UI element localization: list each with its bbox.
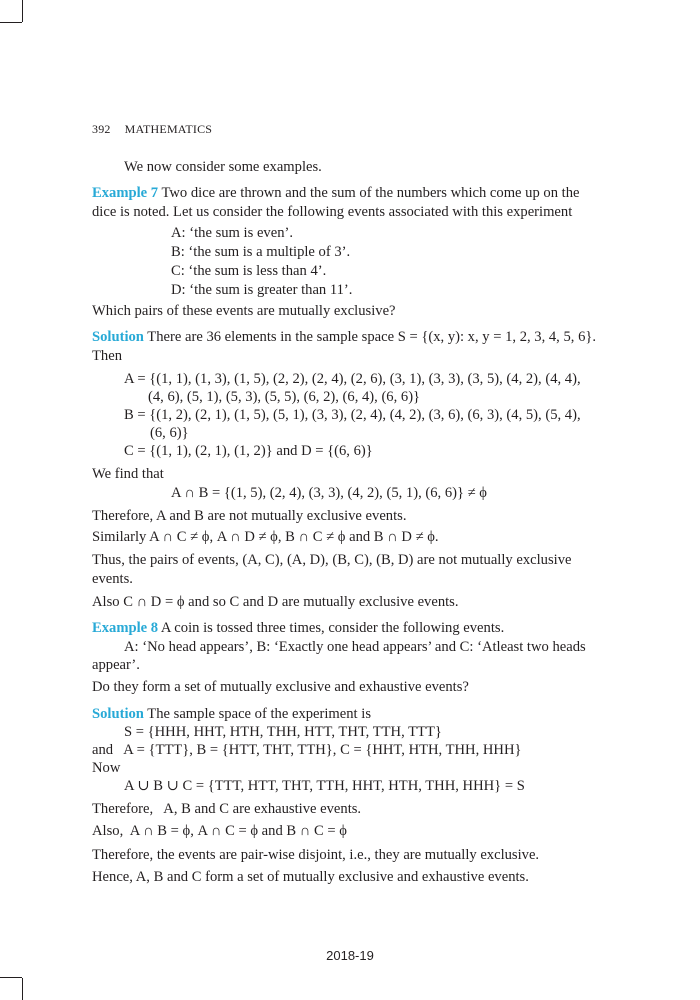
event-d: D: ‘the sum is greater than 11’. [171,282,353,298]
set-c-d: C = {(1, 1), (2, 1), (1, 2)} and D = {(6, 6)} [124,443,373,459]
running-head [92,122,212,137]
crop-mark-bottom-horizontal [0,977,22,978]
example7-text-line1: Two dice are thrown and the sum of the numbers which come up on the [158,185,580,201]
solution8-paragraph-line1 [92,705,371,723]
solution8-label: Solution [92,706,144,722]
example7-label: Example 7 [92,185,159,201]
example7-paragraph-line1 [92,184,580,202]
also-disjoint-text: Also, A ∩ B = ϕ, A ∩ C = ϕ and B ∩ C = ϕ [92,823,347,839]
solution7-text-line2: Then [92,348,122,364]
therefore-text: Therefore, A and B are not mutually exclusive events. [92,508,407,524]
example7-text-line2: dice is noted. Let us consider the following events associated with this experiment [92,204,573,220]
find-that-text: We find that [92,466,164,482]
similarly-text: Similarly A ∩ C ≠ ϕ, A ∩ D ≠ ϕ, B ∩ C ≠ ϕ and B ∩ D ≠ ϕ. [92,529,439,545]
set-b-line2: (6, 6)} [150,425,189,441]
solution7-paragraph-line1 [92,328,596,346]
solution8-text-line1: The sample space of the experiment is [143,706,371,722]
example8-paragraph-line1 [92,619,504,637]
event-c: C: ‘the sum is less than 4’. [171,263,327,279]
coin-sets: and A = {TTT}, B = {HTT, THT, TTH}, C = {HHT, HTH, THH, HHH} [92,742,522,758]
pairwise-disjoint-text: Therefore, the events are pair-wise disjoint, i.e., they are mutually exclusive. [92,847,540,863]
set-b-line1: B = {(1, 2), (2, 1), (1, 5), (5, 1), (3, 3), (2, 4), (4, 2), (3, 6), (6, 3), (4, 5), (5, 4), [124,407,581,423]
crop-mark-top-horizontal [0,22,22,23]
union-a-b-c: A ∪ B ∪ C = {TTT, HTT, THT, TTH, HHT, HTH, THH, HHH} = S [124,778,525,794]
page-number: 392 [92,122,111,136]
running-title: MATHEMATICS [124,122,213,136]
example7-question: Which pairs of these events are mutually exclusive? [92,303,396,319]
exhaustive-text: Therefore, A, B and C are exhaustive events. [92,801,362,817]
example8-text-line3: appear’. [92,657,140,673]
event-a: A: ‘the sum is even’. [171,225,293,241]
intro-text: We now consider some examples. [124,159,322,175]
crop-mark-top-vertical [22,0,23,22]
sample-space-coin: S = {HHH, HHT, HTH, THH, HTT, THT, TTH, TTT} [124,724,442,740]
example8-text-line1: A coin is tossed three times, consider the following events. [158,620,505,636]
solution7-text-line1: There are 36 elements in the sample space S = {(x, y): x, y = 1, 2, 3, 4, 5, 6}. [143,329,597,345]
crop-mark-bottom-vertical [22,978,23,1000]
set-a-line2: (4, 6), (5, 1), (5, 3), (5, 5), (6, 2), (6, 4), (6, 6)} [148,389,421,405]
now-text: Now [92,760,121,776]
event-b: B: ‘the sum is a multiple of 3’. [171,244,351,260]
example8-text-line2: A: ‘No head appears’, B: ‘Exactly one head appears’ and C: ‘Atleast two heads [124,639,586,655]
solution7-label: Solution [92,329,144,345]
thus-text-line1: Thus, the pairs of events, (A, C), (A, D), (B, C), (B, D) are not mutually exclusive [92,552,572,568]
set-a-line1: A = {(1, 1), (1, 3), (1, 5), (2, 2), (2, 4), (2, 6), (3, 1), (3, 3), (3, 5), (4, 2), (4, 4), [124,371,581,387]
intersection-a-b: A ∩ B = {(1, 5), (2, 4), (3, 3), (4, 2), (5, 1), (6, 6)} ≠ ϕ [171,485,487,501]
footer-year: 2018-19 [326,948,374,963]
also-text: Also C ∩ D = ϕ and so C and D are mutually exclusive events. [92,594,459,610]
hence-text: Hence, A, B and C form a set of mutually exclusive and exhaustive events. [92,869,529,885]
thus-text-line2: events. [92,571,133,587]
example8-label: Example 8 [92,620,159,636]
example8-question: Do they form a set of mutually exclusive and exhaustive events? [92,679,469,695]
